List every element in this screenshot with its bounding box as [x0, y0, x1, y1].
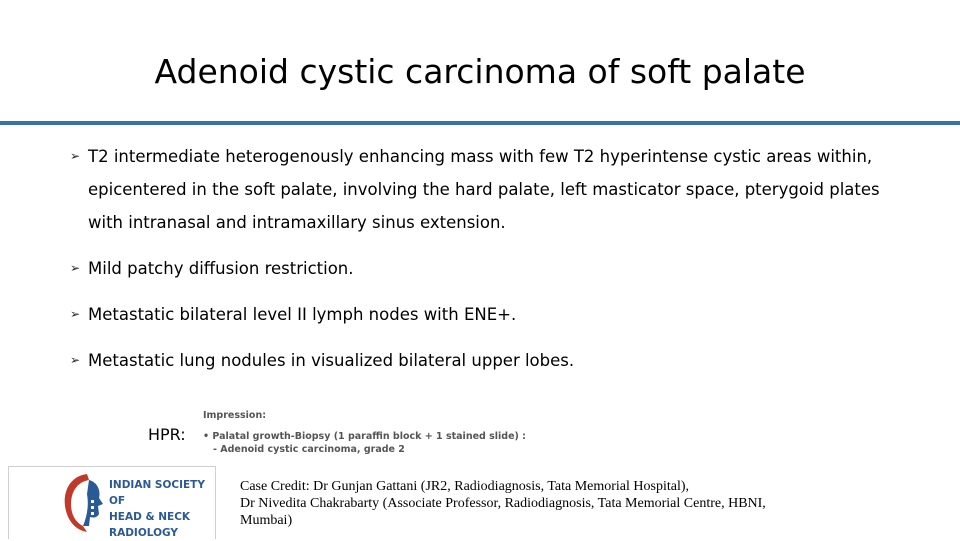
slide-title: Adenoid cystic carcinoma of soft palate	[154, 52, 806, 91]
list-item	[70, 344, 910, 377]
case-credit	[240, 478, 940, 529]
logo-line: INDIAN SOCIETY OF	[109, 479, 205, 507]
logo-line: HEAD & NECK	[109, 511, 191, 523]
arrowhead-icon: ➢	[70, 307, 81, 321]
arrowhead-icon: ➢	[70, 353, 81, 367]
bullet-text: Metastatic lung nodules in visualized bilateral upper lobes.	[88, 351, 575, 370]
arrowhead-icon: ➢	[70, 149, 81, 163]
credit-line: Mumbai)	[240, 513, 293, 528]
impression-line: • Palatal growth-Biopsy (1 paraffin block + 1 stained slide) :	[203, 431, 526, 442]
title-divider	[0, 121, 960, 125]
logo-text	[109, 477, 215, 541]
bullet-text: Metastatic bilateral level II lymph nodes with ENE+.	[88, 305, 517, 324]
head-profile-logo-icon	[57, 470, 107, 536]
impression-heading: Impression:	[203, 410, 267, 421]
hpr-label: HPR:	[148, 425, 186, 444]
logo-line: RADIOLOGY	[109, 527, 178, 539]
list-item	[70, 140, 910, 239]
bullet-text: Mild patchy diffusion restriction.	[88, 259, 354, 278]
credit-line: Dr Nivedita Chakrabarty (Associate Professor, Radiodiagnosis, Tata Memorial Centre, HBNI,	[240, 496, 766, 511]
impression-excerpt	[203, 409, 526, 456]
list-item	[70, 252, 910, 285]
findings-list	[70, 140, 910, 390]
society-logo	[8, 466, 216, 539]
credit-line: Case Credit: Dr Gunjan Gattani (JR2, Radiodiagnosis, Tata Memorial Hospital),	[240, 479, 690, 494]
impression-line: - Adenoid cystic carcinoma, grade 2	[213, 444, 405, 455]
list-item	[70, 298, 910, 331]
bullet-text: T2 intermediate heterogenously enhancing mass with few T2 hyperintense cystic areas within, epicentered in the soft palate, involving the hard palate, left masticator space, pterygoid plates with intranasal and intramaxillary sinus extension.	[88, 147, 880, 232]
arrowhead-icon: ➢	[70, 261, 81, 275]
